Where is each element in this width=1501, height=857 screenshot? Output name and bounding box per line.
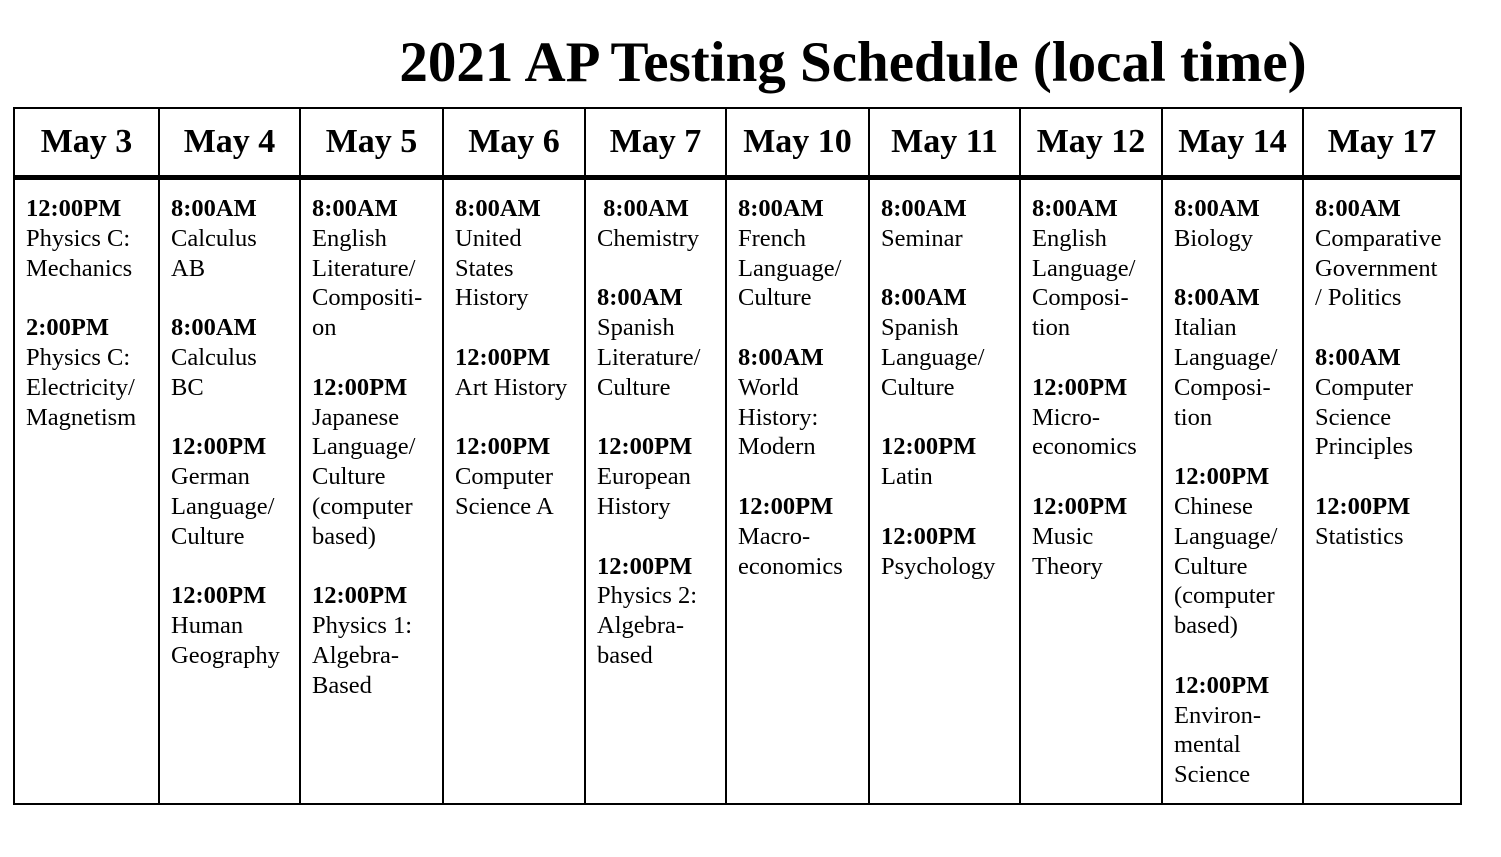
exam-entry bbox=[455, 194, 584, 313]
exam-entry bbox=[881, 432, 1019, 492]
exam-subject: Comparative Government / Politics bbox=[1315, 224, 1442, 312]
exam-entry bbox=[738, 492, 868, 581]
day-header: May 5 bbox=[301, 109, 444, 180]
exam-subject: Computer Science A bbox=[455, 463, 554, 520]
exam-subject: Calculus BC bbox=[171, 343, 257, 401]
exam-time: 12:00PM bbox=[1174, 463, 1270, 491]
exam-subject: Physics 2: Algebra- based bbox=[597, 582, 698, 669]
exam-subject: Physics C: Mechanics bbox=[26, 224, 133, 282]
exam-entry bbox=[312, 373, 442, 552]
exam-time: 12:00PM bbox=[312, 582, 408, 610]
exam-entry bbox=[1032, 194, 1161, 343]
exam-time: 12:00PM bbox=[1032, 373, 1128, 401]
exam-entry bbox=[312, 194, 442, 343]
exam-entry bbox=[1174, 671, 1302, 790]
exam-subject: Seminar bbox=[881, 224, 963, 252]
exam-entry bbox=[1174, 462, 1302, 641]
exam-subject: French Language/ Culture bbox=[738, 224, 842, 312]
exam-subject: Statistics bbox=[1315, 522, 1404, 550]
exam-subject: Macro- economics bbox=[738, 522, 843, 580]
exam-time: 8:00AM bbox=[1032, 195, 1118, 222]
exam-entry bbox=[881, 283, 1019, 402]
exam-subject: Physics C: Electricity/ Magnetism bbox=[26, 343, 137, 431]
exam-time: 8:00AM bbox=[312, 195, 398, 222]
exam-entry bbox=[1032, 492, 1161, 581]
exam-subject: Calculus AB bbox=[171, 224, 257, 282]
exam-time: 12:00PM bbox=[455, 433, 551, 461]
exam-entry bbox=[881, 522, 1019, 582]
exam-time: 8:00AM bbox=[171, 195, 257, 222]
exam-time: 12:00PM bbox=[1315, 492, 1411, 520]
exam-subject: Biology bbox=[1174, 224, 1253, 252]
exam-entry bbox=[26, 313, 158, 432]
day-column bbox=[1021, 180, 1163, 803]
exam-subject: Chinese Language/ Culture (computer based) bbox=[1174, 492, 1278, 640]
exam-time: 8:00AM bbox=[1174, 284, 1260, 312]
exam-time: 2:00PM bbox=[26, 314, 109, 342]
exam-entry bbox=[1315, 343, 1462, 462]
exam-entry bbox=[1174, 283, 1302, 432]
exam-subject: Latin bbox=[881, 463, 933, 491]
exam-subject: Chemistry bbox=[597, 224, 700, 252]
exam-subject: Computer Science Principles bbox=[1315, 373, 1413, 461]
exam-subject: Human Geography bbox=[171, 612, 280, 669]
day-header: May 17 bbox=[1304, 109, 1462, 180]
exam-subject: Spanish Literature/ Culture bbox=[597, 314, 701, 401]
exam-entry bbox=[597, 194, 725, 254]
day-column bbox=[870, 180, 1021, 803]
exam-time: 12:00PM bbox=[881, 522, 977, 550]
exam-subject: English Language/ Composi- tion bbox=[1032, 224, 1136, 342]
exam-time: 8:00AM bbox=[738, 195, 824, 222]
day-header: May 6 bbox=[444, 109, 586, 180]
exam-entry bbox=[1315, 194, 1462, 313]
day-header: May 14 bbox=[1163, 109, 1304, 180]
exam-time: 8:00AM bbox=[597, 195, 689, 222]
exam-time: 12:00PM bbox=[597, 433, 693, 461]
exam-subject: Spanish Language/ Culture bbox=[881, 314, 985, 401]
exam-entry bbox=[881, 194, 1019, 254]
exam-subject: Psychology bbox=[881, 552, 996, 580]
day-header: May 7 bbox=[586, 109, 727, 180]
exam-time: 12:00PM bbox=[26, 195, 122, 222]
day-column bbox=[1163, 180, 1304, 803]
exam-entry bbox=[455, 432, 584, 521]
exam-time: 12:00PM bbox=[171, 433, 267, 461]
exam-entry bbox=[597, 432, 725, 521]
exam-time: 12:00PM bbox=[1032, 492, 1128, 520]
exam-time: 8:00AM bbox=[1315, 343, 1401, 371]
page-title: 2021 AP Testing Schedule (local time) bbox=[399, 31, 1307, 94]
exam-subject: World History: Modern bbox=[738, 373, 819, 461]
exam-subject: Italian Language/ Composi- tion bbox=[1174, 314, 1278, 431]
exam-entry bbox=[1032, 373, 1161, 462]
day-column bbox=[586, 180, 727, 803]
exam-time: 12:00PM bbox=[455, 343, 551, 371]
exam-time: 12:00PM bbox=[881, 433, 977, 461]
exam-entry bbox=[171, 194, 299, 283]
exam-subject: United States History bbox=[455, 224, 529, 312]
exam-time: 12:00PM bbox=[597, 552, 693, 580]
exam-time: 8:00AM bbox=[1315, 195, 1401, 222]
day-column bbox=[15, 180, 160, 803]
exam-time: 12:00PM bbox=[171, 582, 267, 610]
exam-time: 8:00AM bbox=[171, 314, 257, 342]
exam-subject: Micro- economics bbox=[1032, 403, 1137, 461]
day-column bbox=[727, 180, 870, 803]
exam-time: 8:00AM bbox=[597, 284, 683, 312]
exam-time: 8:00AM bbox=[455, 195, 541, 222]
exam-entry bbox=[1174, 194, 1302, 254]
schedule-table bbox=[13, 107, 1462, 805]
exam-entry bbox=[171, 313, 299, 402]
day-header: May 3 bbox=[15, 109, 160, 180]
exam-time: 12:00PM bbox=[738, 492, 834, 520]
exam-time: 8:00AM bbox=[738, 343, 824, 371]
exam-time: 8:00AM bbox=[1174, 195, 1260, 222]
day-column bbox=[1304, 180, 1462, 803]
exam-entry bbox=[738, 194, 868, 313]
day-column bbox=[301, 180, 444, 803]
exam-time: 12:00PM bbox=[1174, 671, 1270, 699]
exam-entry bbox=[171, 432, 299, 551]
exam-entry bbox=[312, 581, 442, 700]
exam-entry bbox=[26, 194, 158, 283]
exam-time: 8:00AM bbox=[881, 195, 967, 222]
day-header: May 11 bbox=[870, 109, 1021, 180]
exam-subject: English Literature/ Compositi- on bbox=[312, 224, 423, 342]
exam-subject: Music Theory bbox=[1032, 522, 1103, 580]
exam-entry bbox=[1315, 492, 1462, 552]
day-column bbox=[444, 180, 586, 803]
day-header: May 4 bbox=[160, 109, 301, 180]
exam-subject: Japanese Language/ Culture (computer based) bbox=[312, 403, 416, 550]
exam-entry bbox=[738, 343, 868, 462]
exam-subject: Physics 1: Algebra- Based bbox=[312, 612, 413, 699]
day-column bbox=[160, 180, 301, 803]
exam-entry bbox=[455, 343, 584, 403]
exam-subject: German Language/ Culture bbox=[171, 463, 275, 550]
day-header: May 12 bbox=[1021, 109, 1163, 180]
exam-time: 12:00PM bbox=[312, 373, 408, 401]
exam-entry bbox=[597, 283, 725, 402]
exam-time: 8:00AM bbox=[881, 284, 967, 312]
day-header: May 10 bbox=[727, 109, 870, 180]
exam-subject: Art History bbox=[455, 373, 568, 401]
exam-subject: European History bbox=[597, 463, 691, 520]
exam-entry bbox=[171, 581, 299, 670]
exam-entry bbox=[597, 552, 725, 671]
exam-subject: Environ- mental Science bbox=[1174, 701, 1262, 789]
